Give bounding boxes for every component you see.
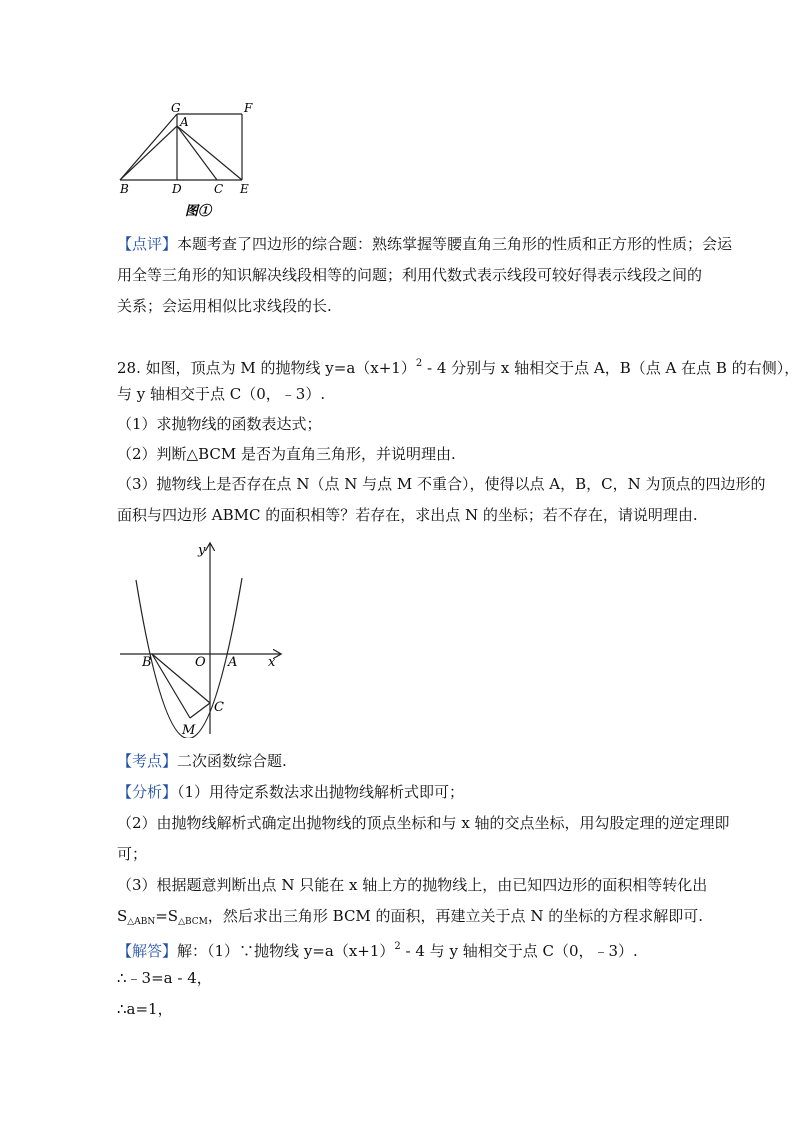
review-line-2: 用全等三角形的知识解决线段相等的问题；利用代数式表示线段可较好得表示线段之间的 [117, 266, 703, 284]
fenxi-line-4: （3）根据题意判断出点 N 只能在 x 轴上方的抛物线上，由已知四边形的面积相等转化出 [117, 876, 708, 894]
jieda-exponent: 2 [394, 941, 401, 952]
review-line-3: 关系；会运用相似比求线段的长. [117, 297, 332, 315]
question-3-line-1: （3）抛物线上是否存在点 N（点 N 与点 M 不重合），使得以点 A，B，C，N 为顶点的四边形的 [117, 475, 766, 493]
review-line-1 [117, 234, 732, 254]
jieda-line [117, 937, 638, 961]
label-F: F [244, 101, 253, 115]
area-symbol-1: S [117, 907, 128, 925]
figure-2-parabola [118, 538, 288, 738]
question-2: （2）判断△BCM 是否为直角三角形，并说明理由. [117, 445, 456, 463]
label-M: M [182, 723, 196, 738]
jieda-pre: 解：（1）∵抛物线 y=a（x+1） [177, 942, 395, 960]
fenxi-line-1 [117, 782, 464, 802]
figure-1-caption: 图① [185, 204, 212, 219]
label-E: E [240, 182, 249, 196]
fenxi-line-3: 可； [117, 845, 148, 863]
label-G: G [171, 101, 181, 115]
label-A: A [228, 655, 238, 670]
jieda-tag: 【解答】 [117, 942, 178, 960]
fenxi-line-2: （2）由抛物线解析式确定出抛物线的顶点坐标和与 x 轴的交点坐标，用勾股定理的逆定理即 [117, 814, 730, 832]
label-C: C [214, 700, 224, 715]
jieda-post: - 4 与 y 轴相交于点 C（0，﹣3）. [400, 942, 638, 960]
fenxi-tag: 【分析】 [117, 783, 178, 801]
kaodian-tag: 【考点】 [117, 752, 178, 770]
area-symbol-2: =S [155, 907, 179, 925]
fenxi-line-5 [117, 906, 703, 932]
kaodian-line [117, 751, 287, 771]
label-D: D [172, 182, 182, 196]
label-B: B [120, 182, 129, 196]
question-1: （1）求抛物线的函数表达式； [117, 415, 322, 433]
problem-line-1 [117, 354, 799, 378]
solution-step-1: ∴﹣3=a - 4， [117, 969, 212, 987]
area-subscript-2: △BCM [178, 917, 208, 927]
fenxi-text-1: （1）用待定系数法求出抛物线解析式即可； [177, 783, 465, 801]
label-B: B [142, 655, 152, 670]
solution-step-2: ∴a=1， [117, 1000, 173, 1018]
fenxi-line-5-post: ，然后求出三角形 BCM 的面积，再建立关于点 N 的坐标的方程求解即可. [207, 907, 703, 925]
kaodian-text: 二次函数综合题. [177, 752, 287, 770]
problem-exponent: 2 [415, 358, 423, 369]
label-A: A [180, 115, 189, 129]
label-O: O [195, 655, 206, 670]
problem-line-1-post: - 4 分别与 x 轴相交于点 A，B（点 A 在点 B 的右侧）， [422, 359, 800, 377]
label-x: x [268, 655, 276, 670]
problem-line-1-pre: 28. 如图，顶点为 M 的抛物线 y=a（x+1） [117, 359, 416, 377]
problem-line-2: 与 y 轴相交于点 C（0，﹣3）. [117, 385, 326, 403]
review-text-1: 本题考查了四边形的综合题：熟练掌握等腰直角三角形的性质和正方形的性质；会运 [177, 235, 733, 253]
review-tag: 【点评】 [117, 235, 178, 253]
figure-1 [110, 98, 270, 224]
area-subscript-1: △ABN [127, 917, 156, 927]
label-C: C [214, 182, 224, 196]
label-y: y [198, 543, 206, 558]
question-3-line-2: 面积与四边形 ABMC 的面积相等？若存在，求出点 N 的坐标；若不存在，请说明理由. [117, 506, 698, 524]
